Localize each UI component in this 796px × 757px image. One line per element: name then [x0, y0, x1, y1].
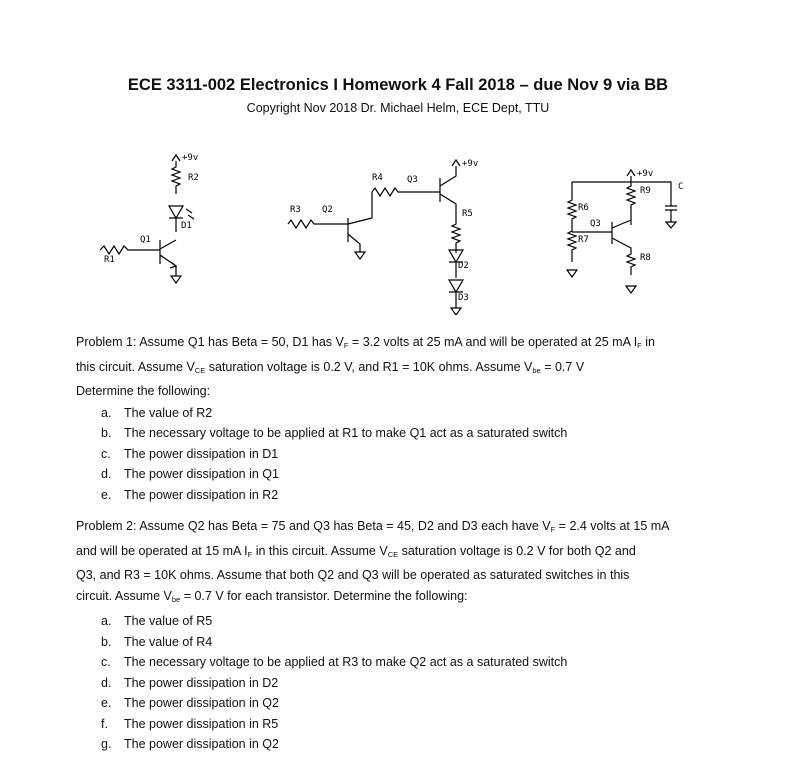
problem-1 — [76, 332, 706, 505]
c3-ground — [626, 286, 636, 293]
list-item: g. The power dissipation in Q2 — [101, 737, 279, 751]
c3-r7-label: R7 — [578, 235, 589, 245]
c1-q1-label: Q1 — [140, 235, 151, 245]
c1-d1-led-arrows — [186, 209, 194, 219]
list-item: c. The power dissipation in D1 — [101, 446, 279, 461]
c1-r2-resistor — [172, 161, 180, 194]
list-item: a. The value of R2 — [101, 405, 213, 420]
problem-2 — [76, 516, 706, 755]
c2-ground — [451, 308, 461, 315]
circuit-diagrams — [0, 140, 796, 315]
c1-r1-resistor — [100, 246, 160, 254]
c2-q2-transistor — [348, 218, 372, 252]
c2-r5-label: R5 — [462, 209, 473, 219]
c1-supply-arrow — [172, 155, 180, 161]
circuit-1 — [100, 153, 199, 283]
c2-q2-label: Q2 — [322, 205, 333, 215]
c3-capacitor — [665, 206, 677, 228]
p2-line-4: circuit. Assume $V_{be} = 0.7$ V for each transistor. Determine the following: — [76, 588, 468, 604]
c1-r1-label: R1 — [104, 255, 115, 265]
c1-ground — [171, 276, 181, 283]
circuit-3 — [567, 169, 683, 293]
c2-q3-label: Q3 — [407, 175, 418, 185]
c2-r3-resistor — [288, 220, 348, 228]
c3-q3-transistor-r8 — [572, 220, 635, 275]
c2-q3-transistor — [440, 178, 456, 216]
c3-supply-label: +9v — [637, 169, 654, 179]
c2-r5-resistor — [452, 216, 460, 253]
c1-q1-transistor — [160, 240, 176, 276]
c2-d2-label: D2 — [458, 261, 469, 271]
c2-r4-label: R4 — [372, 173, 383, 183]
c3-r8-label: R8 — [640, 253, 651, 263]
c1-supply-label: +9v — [182, 153, 199, 163]
list-item: e. The power dissipation in R2 — [101, 487, 279, 502]
list-item: f. The power dissipation in R5 — [101, 716, 279, 731]
c3-left-ground — [567, 270, 577, 277]
p2-line-2: and will be operated at 15 mA $I_F$ in this circuit. Assume $V_{CE}$ saturation voltage is 0.2 V for both Q2 and — [76, 543, 636, 559]
c3-q3-label: Q3 — [590, 219, 601, 229]
p1-line-3: Determine the following: — [76, 384, 211, 398]
c3-r6-r7-resistors — [568, 182, 576, 262]
copyright-line: Copyright Nov 2018 Dr. Michael Helm, ECE Dept, TTU — [246, 101, 550, 115]
c2-d3-label: D3 — [458, 293, 469, 303]
p1-line-2: this circuit. Assume $V_{CE}$ saturation voltage is 0.2 V, and R1 = 10K ohms. Assume $V_{be} = 0.7$ V — [76, 359, 585, 375]
c2-q3-collector — [440, 166, 456, 186]
c1-d1-label: D1 — [181, 221, 192, 231]
c2-supply-label: +9v — [462, 159, 479, 169]
c2-supply-arrow — [452, 160, 460, 166]
c1-r2-label: R2 — [188, 173, 199, 183]
circuit-2 — [288, 159, 478, 315]
list-item: d. The power dissipation in D2 — [101, 675, 279, 690]
c3-r6-label: R6 — [578, 203, 589, 213]
list-item: a. The value of R5 — [101, 614, 213, 628]
c2-q2-ground — [355, 252, 365, 259]
list-item: b. The value of R4 — [101, 634, 213, 649]
list-item: c. The necessary voltage to be applied at R3 to make Q2 act as a saturated switch — [101, 655, 568, 669]
p2-list — [76, 611, 706, 755]
p1-list — [76, 403, 706, 506]
c2-r3-label: R3 — [290, 205, 301, 215]
list-item: e. The power dissipation in Q2 — [101, 696, 279, 710]
list-item: d. The power dissipation in Q1 — [101, 467, 279, 481]
document-title: ECE 3311-002 Electronics I Homework 4 Fall 2018 – due Nov 9 via BB — [127, 76, 669, 94]
c3-supply-arrow — [627, 170, 635, 176]
c3-c-label: C — [678, 182, 684, 192]
p2-line-3: Q3, and R3 = 10K ohms. Assume that both Q2 and Q3 will be operated as saturated switches in this — [76, 568, 630, 582]
c3-r9-label: R9 — [640, 186, 651, 196]
p1-line-1: Problem 1: Assume Q1 has Beta = 50, D1 has $V_F = 3.2$ volts at 25 mA and will be operated at 25 mA $I_F$ in — [76, 335, 655, 350]
p2-line-1: Problem 2: Assume Q2 has Beta = 75 and Q3 has Beta = 45, D2 and D3 each have $V_F = 2.4$ volts at 15 mA — [76, 519, 670, 534]
list-item: b. The necessary voltage to be applied at R1 to make Q1 act as a saturated switch — [101, 426, 568, 440]
c2-r4-resistor — [372, 188, 440, 196]
